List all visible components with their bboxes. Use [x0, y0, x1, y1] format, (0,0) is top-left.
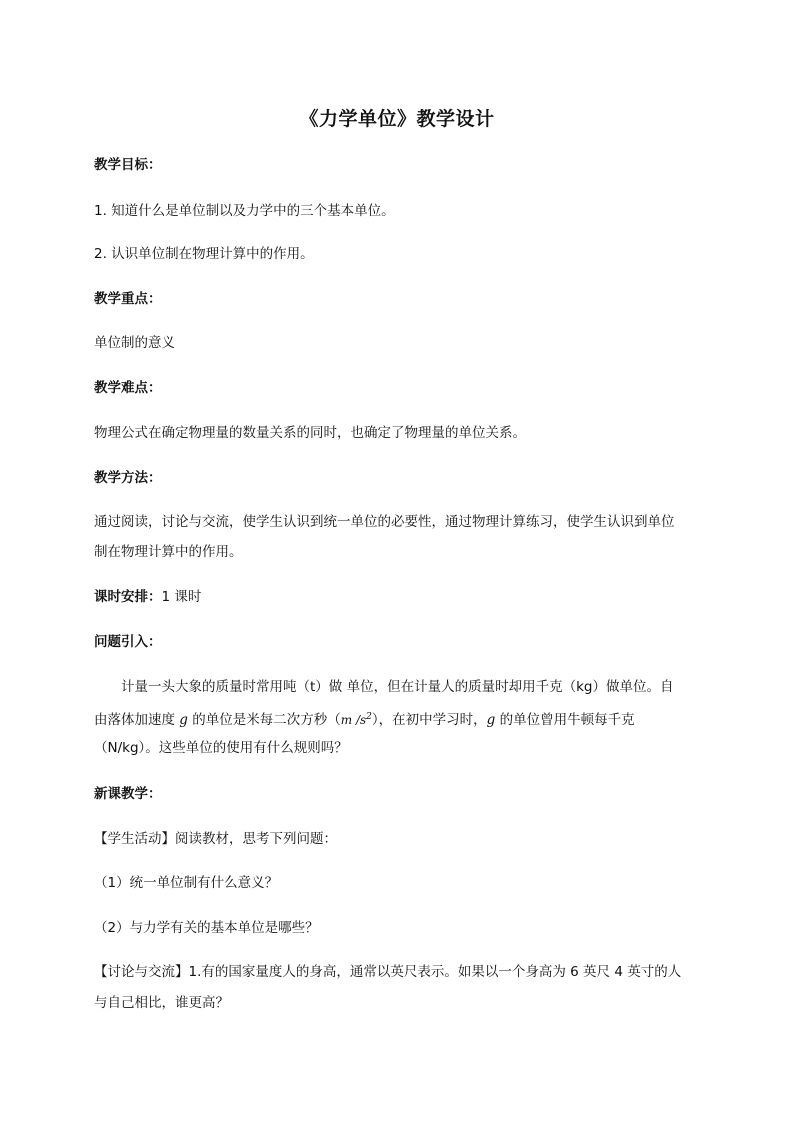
discussion-line-1: 【讨论与交流】1.有的国家量度人的身高，通常以英尺表示。如果以一个身高为 6 英尺 4 英寸的人 — [94, 964, 682, 980]
key-points-heading: 教学重点： — [94, 291, 162, 307]
intro-line-1: 计量一头大象的质量时常用吨（t）做 单位，但在计量人的质量时却用千克（kg）做单位。自 — [121, 679, 674, 695]
new-lesson-heading: 新课教学： — [94, 786, 162, 802]
difficulty-heading: 教学难点： — [94, 380, 162, 396]
schedule-heading: 课时安排： — [94, 589, 162, 605]
intro-text: 由落体加速度 — [94, 712, 180, 728]
schedule-row — [94, 587, 706, 607]
question-1: （1）统一单位制有什么意义？ — [94, 875, 279, 891]
symbol-g: g — [179, 712, 188, 728]
difficulty-text: 物理公式在确定物理量的数量关系的同时，也确定了物理量的单位关系。 — [94, 425, 526, 441]
objective-2: 2. 认识单位制在物理计算中的作用。 — [94, 246, 314, 262]
unit-exponent: 2 — [366, 712, 372, 722]
student-activity-line: 【学生活动】阅读教材，思考下列问题： — [94, 831, 337, 847]
method-text-line-1: 通过阅读，讨论与交流，使学生认识到统一单位的必要性，通过物理计算练习，使学生认识到单位 — [94, 514, 675, 530]
intro-text: ），在初中学习时， — [371, 712, 487, 728]
intro-line-2 — [94, 707, 706, 730]
objective-1: 1. 知道什么是单位制以及力学中的三个基本单位。 — [94, 203, 395, 219]
intro-line-3: （N/kg）。这些单位的使用有什么规则吗？ — [94, 740, 348, 756]
objectives-heading: 教学目标： — [94, 157, 162, 173]
question-2: （2）与力学有关的基本单位是哪些？ — [94, 920, 319, 936]
document-title: 《力学单位》教学设计 — [299, 108, 495, 130]
method-heading: 教学方法： — [94, 470, 162, 486]
method-text-line-2: 制在物理计算中的作用。 — [94, 544, 243, 560]
intro-heading: 问题引入： — [94, 634, 162, 650]
unit-ms2 — [341, 713, 372, 727]
discussion-line-2: 与自己相比，谁更高？ — [94, 995, 229, 1011]
intro-text: 的单位曾用牛顿每千克 — [495, 712, 635, 728]
unit-ms: m /s — [340, 713, 367, 727]
symbol-g: g — [486, 712, 496, 728]
key-points-text: 单位制的意义 — [94, 335, 175, 351]
schedule-value: 1 课时 — [161, 589, 202, 605]
intro-text: 的单位是米每二次方秒（ — [187, 712, 341, 728]
